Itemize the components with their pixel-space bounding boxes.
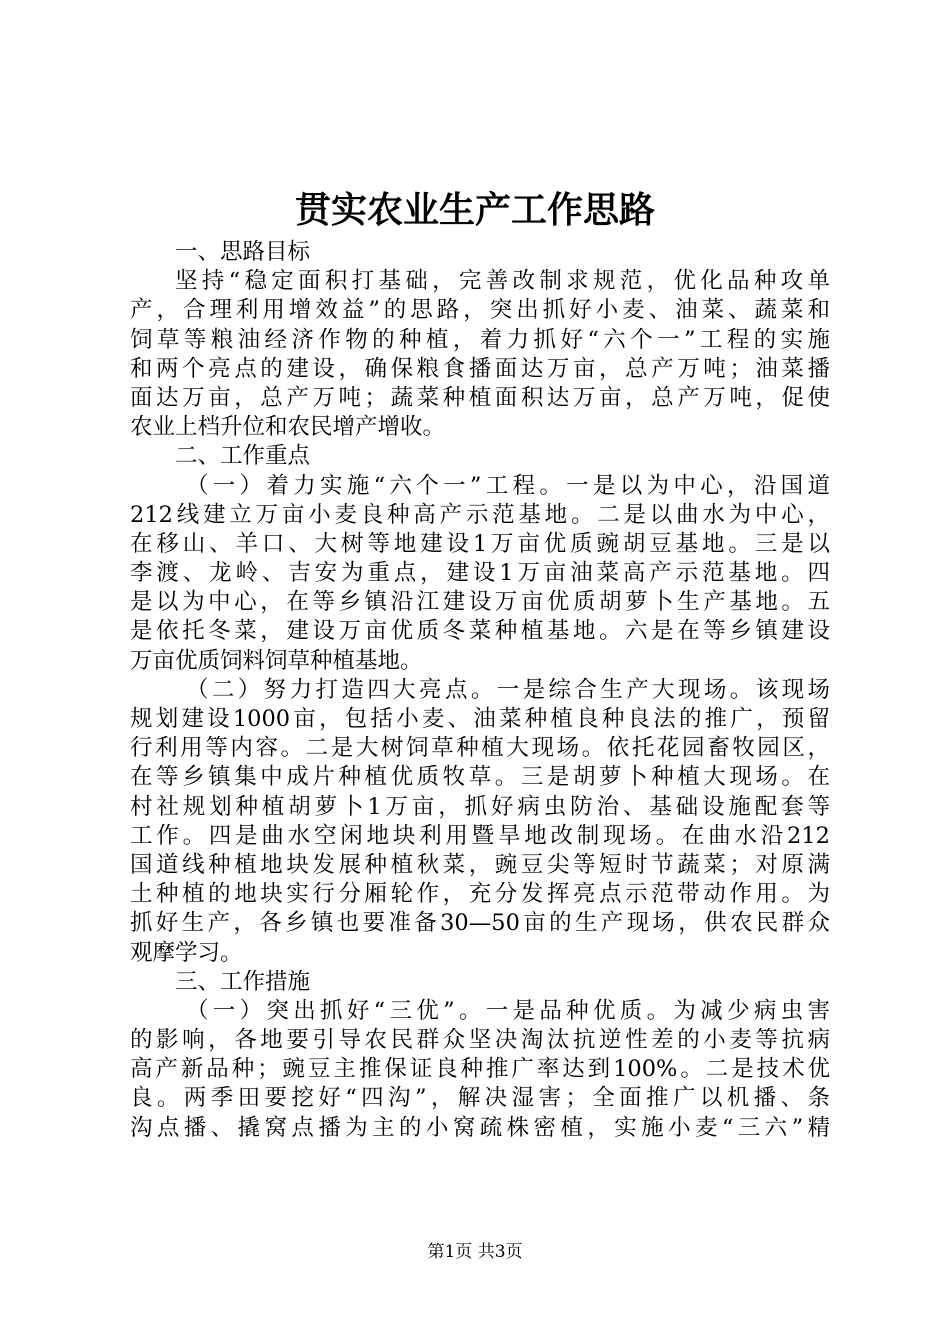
section-heading: 一、思路目标 bbox=[175, 239, 311, 265]
paragraph-line: 的影响，各地要引导农民群众坚决淘汰抗逆性差的小麦等抗病 bbox=[130, 1027, 830, 1054]
page-footer: 第1页 共3页 bbox=[427, 1242, 523, 1262]
paragraph-line: 良。两季田要挖好“四沟”，解决湿害；全面推广以机播、条 bbox=[130, 1085, 830, 1112]
paragraph-line: （一）着力实施“六个一”工程。一是以为中心，沿国道 bbox=[186, 472, 830, 499]
document-title: 贯实农业生产工作思路 bbox=[294, 189, 655, 231]
section-heading: 三、工作措施 bbox=[175, 968, 311, 995]
paragraph-line: 高产新品种；豌豆主推保证良种推广率达到100%。二是技术优 bbox=[130, 1056, 830, 1083]
paragraph-line: 面达万亩，总产万吨；蔬菜种植面积达万亩，总产万吨，促使 bbox=[130, 384, 830, 411]
paragraph-line: 和两个亮点的建设，确保粮食播面达万亩，总产万吨；油菜播 bbox=[130, 355, 830, 382]
paragraph-line: 抓好生产，各乡镇也要准备30—50亩的生产现场，供农民群众 bbox=[130, 910, 830, 937]
paragraph-line: 212线建立万亩小麦良种高产示范基地。二是以曲水为中心， bbox=[130, 501, 830, 528]
paragraph-line: 国道线种植地块发展种植秋菜，豌豆尖等短时节蔬菜；对原满 bbox=[130, 851, 830, 878]
paragraph-line: 工作。四是曲水空闲地块利用暨旱地改制现场。在曲水沿212 bbox=[130, 822, 830, 849]
paragraph-line: 村社规划种植胡萝卜1万亩，抓好病虫防治、基础设施配套等 bbox=[130, 793, 830, 820]
section-heading: 二、工作重点 bbox=[175, 443, 311, 470]
paragraph-line: 行利用等内容。二是大树饲草种植大现场。依托花园畜牧园区， bbox=[130, 735, 830, 762]
paragraph-line: （二）努力打造四大亮点。一是综合生产大现场。该现场 bbox=[186, 676, 830, 703]
paragraph-line: 土种植的地块实行分厢轮作，充分发挥亮点示范带动作用。为 bbox=[130, 881, 830, 908]
paragraph-line: 规划建设1000亩，包括小麦、油菜种植良种良法的推广，预留 bbox=[130, 706, 830, 732]
paragraph-line: 在移山、羊口、大树等地建设1万亩优质豌胡豆基地。三是以 bbox=[130, 530, 830, 557]
paragraph-line: （一）突出抓好“三优”。一是品种优质。为减少病虫害 bbox=[186, 997, 830, 1024]
paragraph-line: 观摩学习。 bbox=[130, 939, 243, 966]
paragraph-line: 坚持“稳定面积打基础，完善改制求规范，优化品种攻单 bbox=[175, 268, 830, 295]
paragraph-line: 产，合理利用增效益”的思路，突出抓好小麦、油菜、蔬菜和 bbox=[130, 297, 830, 324]
paragraph-line: 农业上档升位和农民增产增收。 bbox=[130, 414, 446, 441]
paragraph-line: 万亩优质饲料饲草种植基地。 bbox=[130, 647, 423, 674]
paragraph-line: 在等乡镇集中成片种植优质牧草。三是胡萝卜种植大现场。在 bbox=[130, 764, 830, 791]
paragraph-line: 是以为中心，在等乡镇沿江建设万亩优质胡萝卜生产基地。五 bbox=[130, 589, 830, 616]
paragraph-line: 是依托冬菜，建设万亩优质冬菜种植基地。六是在等乡镇建设 bbox=[130, 618, 830, 645]
paragraph-line: 饲草等粮油经济作物的种植，着力抓好“六个一”工程的实施 bbox=[130, 326, 830, 353]
document-body bbox=[130, 238, 830, 1143]
paragraph-line: 李渡、龙岭、吉安为重点，建设1万亩油菜高产示范基地。四 bbox=[130, 560, 830, 587]
paragraph-line: 沟点播、撬窝点播为主的小窝疏株密植，实施小麦“三六”精 bbox=[130, 1114, 830, 1141]
